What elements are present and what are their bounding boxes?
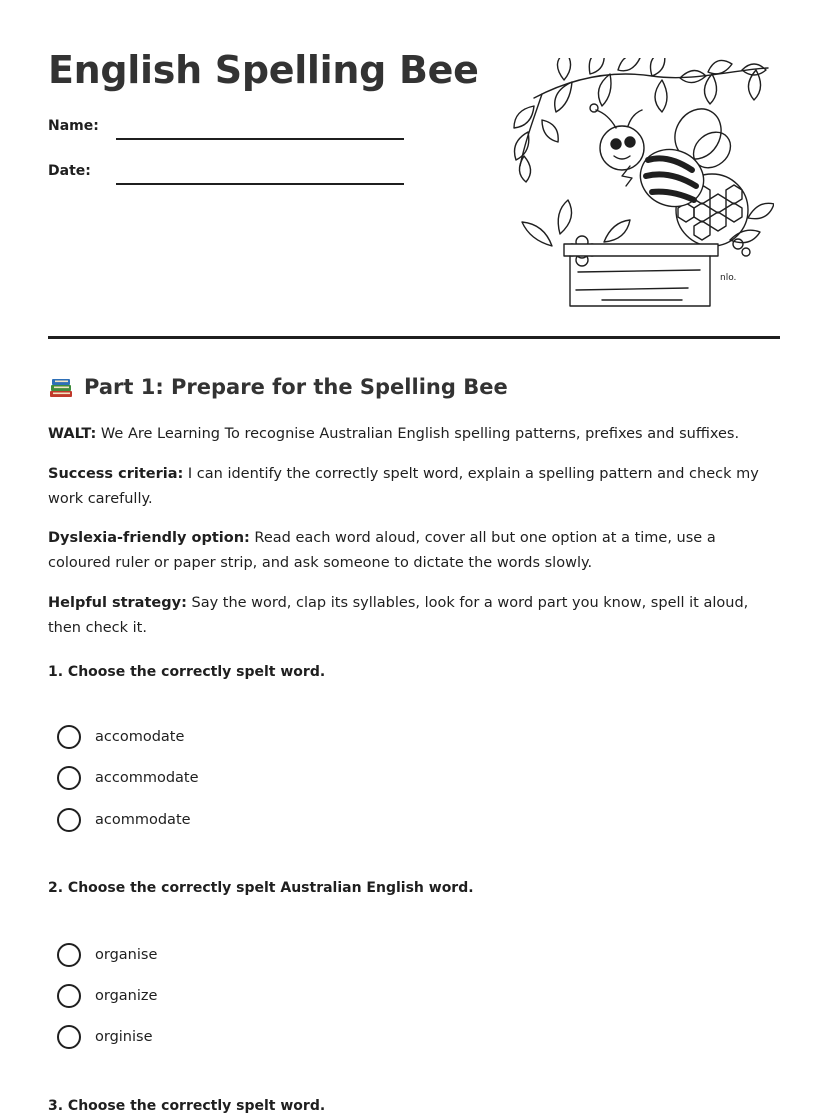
- worksheet-title: English Spelling Bee: [48, 48, 479, 92]
- helpful-strategy-paragraph: [48, 591, 780, 641]
- bee-illustration: [512, 58, 774, 310]
- part1-heading: [48, 374, 508, 400]
- dyslexia-option-paragraph: [48, 526, 780, 576]
- question-1-option-1[interactable]: [57, 724, 184, 750]
- name-field[interactable]: [48, 118, 408, 142]
- question-2-option-3[interactable]: [57, 1024, 153, 1050]
- date-answer-line[interactable]: [116, 183, 404, 185]
- radio-button[interactable]: [57, 808, 81, 832]
- bee: [590, 100, 738, 215]
- helpful-strategy-text: Say the word, clap its syllables, look for a word part you know, spell it aloud, then check it.: [48, 595, 749, 636]
- dyslexia-option-label: Dyslexia-friendly option:: [48, 530, 250, 546]
- option-label: organise: [95, 947, 158, 963]
- option-label: orginise: [95, 1029, 153, 1045]
- name-label: Name:: [48, 118, 99, 134]
- radio-button[interactable]: [57, 984, 81, 1008]
- question-1-prompt: 1. Choose the correctly spelt word.: [48, 664, 326, 680]
- name-answer-line[interactable]: [116, 138, 404, 140]
- dyslexia-option-text: Read each word aloud, cover all but one option at a time, use a coloured ruler or paper strip, and ask someone to dictate the words slowly.: [48, 530, 716, 571]
- question-1-option-2[interactable]: [57, 765, 199, 791]
- walt-label: WALT:: [48, 426, 97, 442]
- question-1-option-3[interactable]: [57, 807, 191, 833]
- success-criteria-label: Success criteria:: [48, 466, 184, 482]
- header-divider: [48, 336, 780, 339]
- question-3-prompt: 3. Choose the correctly spelt word.: [48, 1098, 326, 1114]
- radio-button[interactable]: [57, 766, 81, 790]
- vine-leaves: [514, 58, 768, 182]
- success-criteria-paragraph: [48, 462, 780, 512]
- artist-signature: nlo.: [720, 273, 737, 283]
- date-label: Date:: [48, 163, 91, 179]
- question-2-option-1[interactable]: [57, 942, 157, 968]
- helpful-strategy-label: Helpful strategy:: [48, 595, 187, 611]
- question-2-prompt: 2. Choose the correctly spelt Australian English word.: [48, 880, 474, 896]
- option-label: acommodate: [95, 812, 191, 828]
- radio-button[interactable]: [57, 725, 81, 749]
- wooden-box: [564, 244, 718, 306]
- part1-heading-text: Part 1: Prepare for the Spelling Bee: [84, 375, 508, 399]
- radio-button[interactable]: [57, 943, 81, 967]
- option-label: accomodate: [95, 729, 185, 745]
- date-field[interactable]: [48, 163, 408, 187]
- radio-button[interactable]: [57, 1025, 81, 1049]
- books-icon: [48, 374, 74, 400]
- walt-paragraph: [48, 422, 780, 447]
- question-2-option-2[interactable]: [57, 983, 157, 1009]
- walt-text: We Are Learning To recognise Australian English spelling patterns, prefixes and suffixes.: [96, 426, 740, 442]
- option-label: organize: [95, 988, 158, 1004]
- option-label: accommodate: [95, 770, 199, 786]
- success-criteria-text: I can identify the correctly spelt word, explain a spelling pattern and check my work carefully.: [48, 466, 759, 507]
